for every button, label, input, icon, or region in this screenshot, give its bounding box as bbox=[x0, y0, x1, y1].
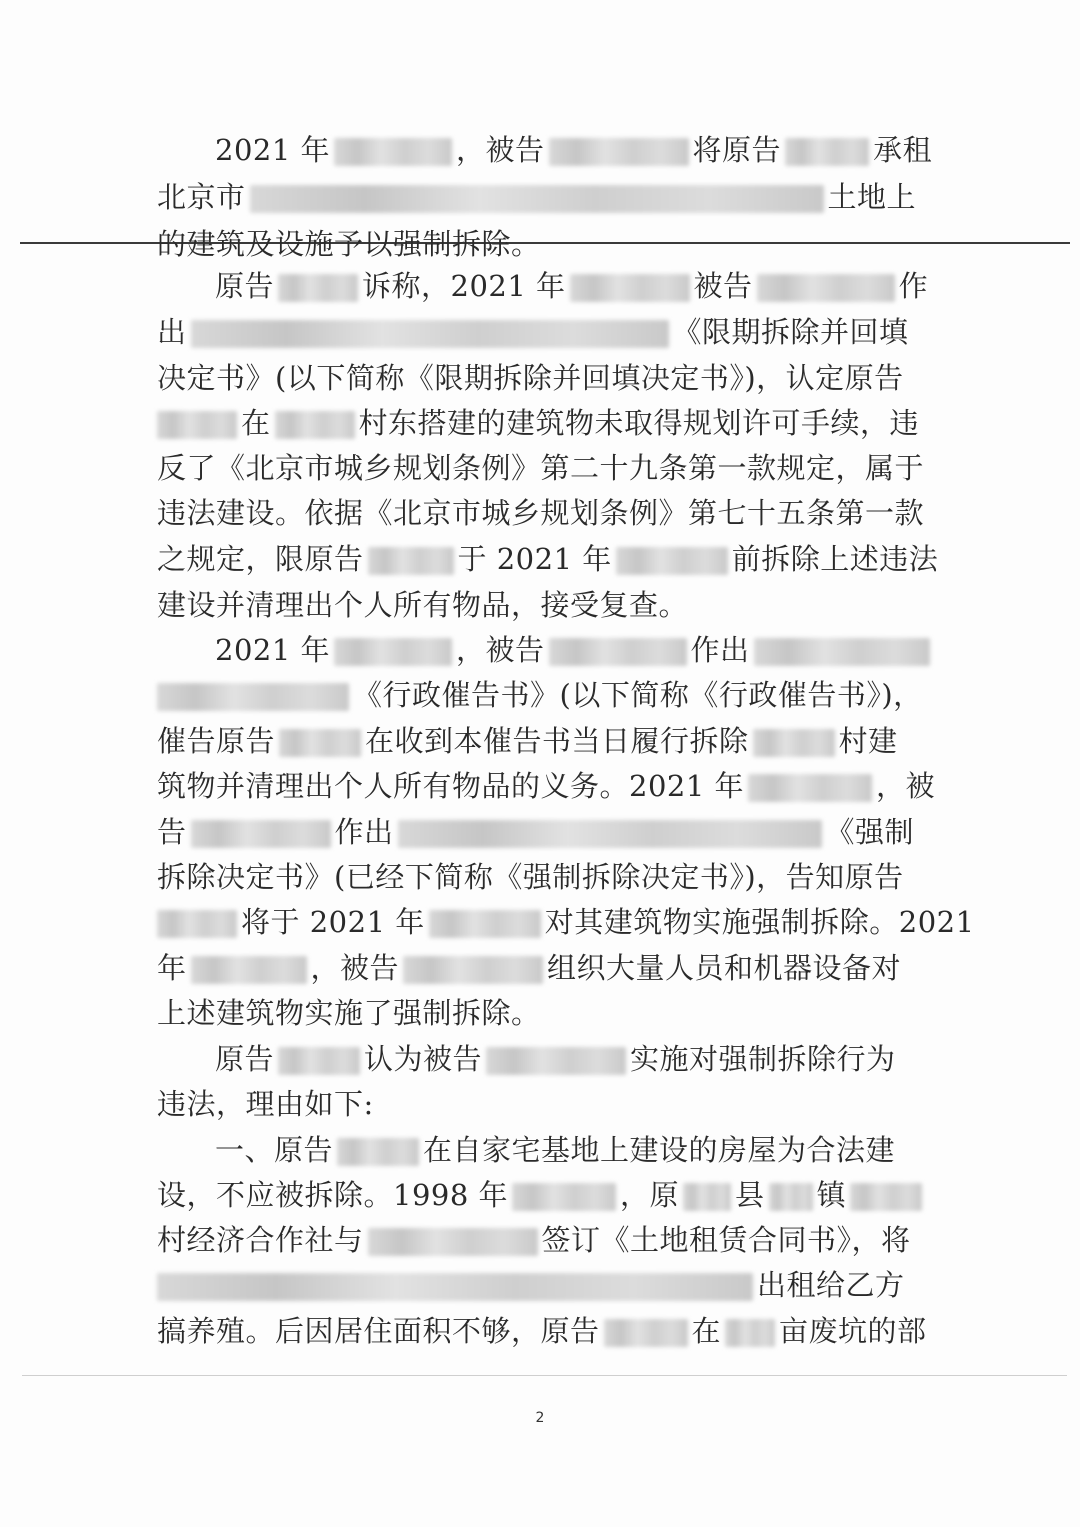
text-line: 违法，理由如下: bbox=[157, 1087, 374, 1121]
redaction bbox=[850, 1183, 922, 1211]
redaction bbox=[486, 1047, 626, 1075]
redaction bbox=[683, 1183, 731, 1211]
redaction bbox=[512, 1183, 616, 1211]
redaction bbox=[368, 547, 454, 575]
redaction bbox=[337, 1138, 419, 1166]
redaction bbox=[250, 185, 824, 213]
text-line: 2021 年 ，被告 作出 bbox=[157, 628, 917, 672]
redaction bbox=[157, 910, 237, 938]
redaction bbox=[748, 774, 872, 802]
redaction bbox=[278, 1047, 360, 1075]
text-line: 违法建设。依据《北京市城乡规划条例》第七十五条第一款 bbox=[157, 496, 925, 530]
redaction bbox=[549, 138, 689, 166]
redaction bbox=[334, 138, 452, 166]
redaction bbox=[368, 1228, 538, 1256]
text-line: 建设并清理出个人所有物品，接受复查。 bbox=[157, 588, 689, 622]
redaction bbox=[157, 683, 349, 711]
text-line: 的建筑及设施予以强制拆除。 bbox=[157, 227, 541, 261]
text-line: 反了《北京市城乡规划条例》第二十九条第一款规定，属于 bbox=[157, 451, 925, 485]
redaction bbox=[754, 638, 930, 666]
text-line: 2021 年 ，被告 将原告 承租 bbox=[215, 133, 933, 167]
text-line: 催告原告 在收到本催告书当日履行拆除 村建 bbox=[157, 724, 898, 758]
text-line: 原告 认为被告 实施对强制拆除行为 bbox=[215, 1042, 896, 1076]
text-line: 将于 2021 年 对其建筑物实施强制拆除。2021 bbox=[157, 900, 917, 944]
text-line: 设，不应被拆除。1998 年 ，原 县 镇 bbox=[157, 1173, 917, 1217]
redaction bbox=[157, 411, 237, 439]
page-number: 2 bbox=[535, 1410, 545, 1426]
text-line: 在 村东搭建的建筑物未取得规划许可手续，违 bbox=[157, 401, 917, 445]
text-line: 搞养殖。后因居住面积不够，原告 在 亩废坑的部 bbox=[157, 1314, 927, 1348]
redaction bbox=[278, 274, 358, 302]
redaction bbox=[429, 910, 541, 938]
text-line: 告 作出 《强制 bbox=[157, 815, 915, 849]
redaction bbox=[604, 1319, 688, 1347]
redaction bbox=[279, 729, 361, 757]
redaction bbox=[785, 138, 869, 166]
text-line: 出 《限期拆除并回填 bbox=[157, 315, 909, 349]
text-line: 《行政催告书》(以下简称《行政催告书》)， bbox=[157, 673, 917, 717]
redaction bbox=[570, 274, 690, 302]
text-line: 北京市 土地上 bbox=[157, 180, 917, 214]
redaction bbox=[191, 956, 307, 984]
redaction bbox=[191, 320, 669, 348]
redaction bbox=[398, 820, 822, 848]
redaction bbox=[334, 638, 452, 666]
text-line: 村经济合作社与 签订《土地租赁合同书》，将 bbox=[157, 1223, 911, 1257]
text-line: 出租给乙方 bbox=[157, 1263, 917, 1307]
redaction bbox=[403, 956, 543, 984]
redaction bbox=[769, 1183, 813, 1211]
text-line: 筑物并清理出个人所有物品的义务。2021 年 ，被 bbox=[157, 769, 936, 803]
redaction bbox=[616, 547, 728, 575]
text-line: 原告 诉称，2021 年 被告 作 bbox=[215, 269, 929, 303]
text-line: 年 ，被告 组织大量人员和机器设备对 bbox=[157, 951, 902, 985]
text-line: 之规定，限原告 于 2021 年 前拆除上述违法 bbox=[157, 542, 939, 576]
redaction bbox=[549, 638, 687, 666]
text-line: 拆除决定书》(已经下简称《强制拆除决定书》)，告知原告 bbox=[157, 860, 904, 894]
redaction bbox=[275, 411, 355, 439]
footer-divider bbox=[22, 1375, 1067, 1376]
redaction bbox=[157, 1273, 753, 1301]
redaction bbox=[191, 820, 331, 848]
text-line: 决定书》(以下简称《限期拆除并回填决定书》)，认定原告 bbox=[157, 361, 904, 395]
redaction bbox=[725, 1319, 775, 1347]
redaction bbox=[753, 729, 835, 757]
text-line: 一、原告 在自家宅基地上建设的房屋为合法建 bbox=[215, 1133, 896, 1167]
text-line: 上述建筑物实施了强制拆除。 bbox=[157, 996, 541, 1030]
redaction bbox=[757, 274, 895, 302]
